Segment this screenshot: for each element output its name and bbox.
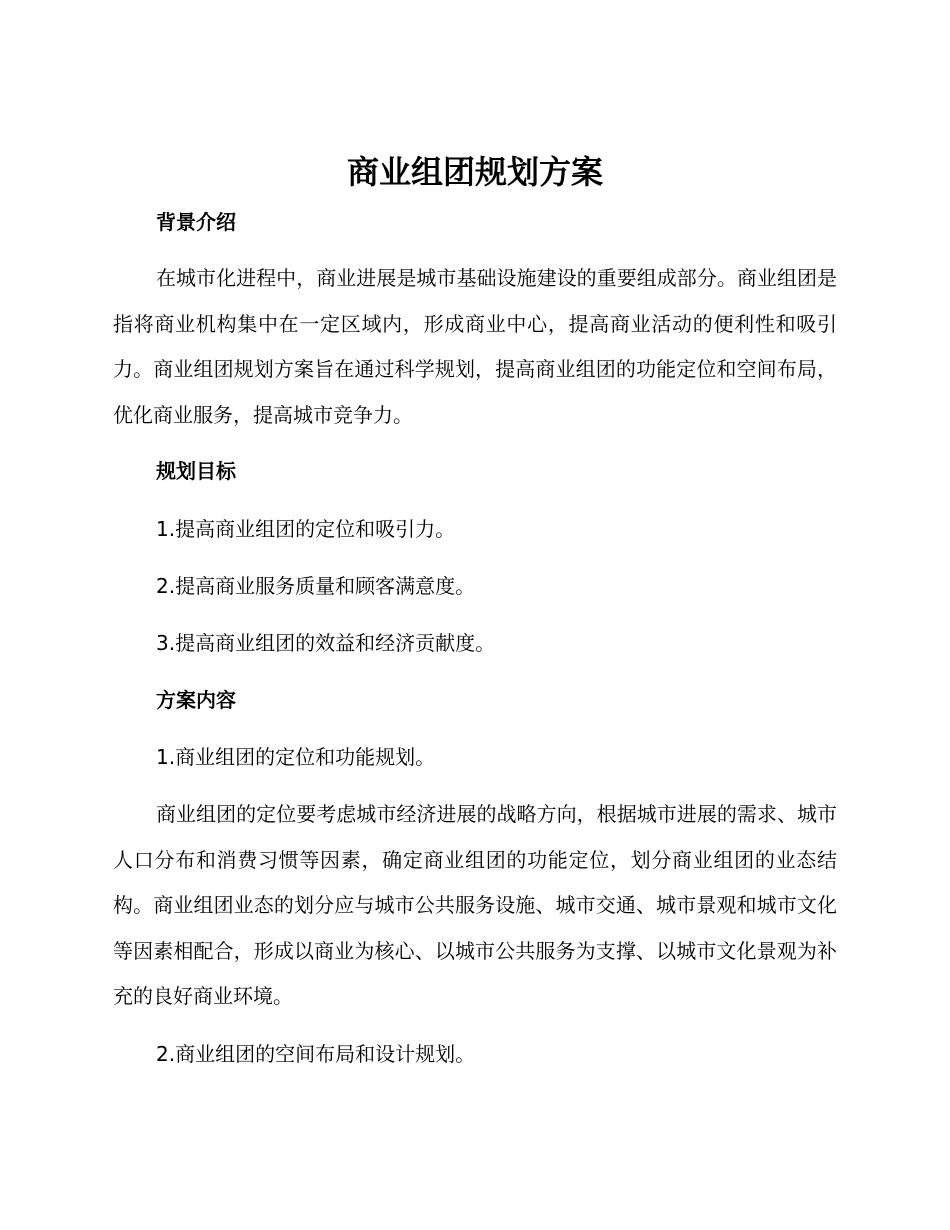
goal-item-3: 3.提高商业组团的效益和经济贡献度。 bbox=[156, 631, 496, 655]
goal-item-1: 1.提高商业组团的定位和吸引力。 bbox=[156, 517, 456, 541]
content-paragraph-1: 商业组团的定位要考虑城市经济进展的战略方向，根据城市进展的需求、城市人口分布和消费习惯等因素，确定商业组团的功能定位，划分商业组团的业态结构。商业组团业态的划分应与城市公共服务设施、城市交通、城市景观和城市文化等因素相配合，形成以商业为核心、以城市公共服务为支撑、以城市文化景观为补充的良好商业环境。 bbox=[113, 802, 837, 1008]
content-item-2: 2.商业组团的空间布局和设计规划。 bbox=[156, 1042, 476, 1066]
goal-item-2: 2.提高商业服务质量和顾客满意度。 bbox=[156, 574, 476, 598]
background-paragraph: 在城市化进程中，商业进展是城市基础设施建设的重要组成部分。商业组团是指将商业机构集中在一定区域内，形成商业中心，提高商业活动的便利性和吸引力。商业组团规划方案旨在通过科学规划，提高商业组团的功能定位和空间布局，优化商业服务，提高城市竞争力。 bbox=[113, 266, 837, 427]
section-heading-goals: 规划目标 bbox=[156, 459, 236, 483]
document-title: 商业组团规划方案 bbox=[346, 153, 603, 191]
section-heading-background: 背景介绍 bbox=[156, 210, 236, 234]
section-heading-content: 方案内容 bbox=[156, 688, 236, 712]
content-item-1: 1.商业组团的定位和功能规划。 bbox=[156, 745, 436, 769]
